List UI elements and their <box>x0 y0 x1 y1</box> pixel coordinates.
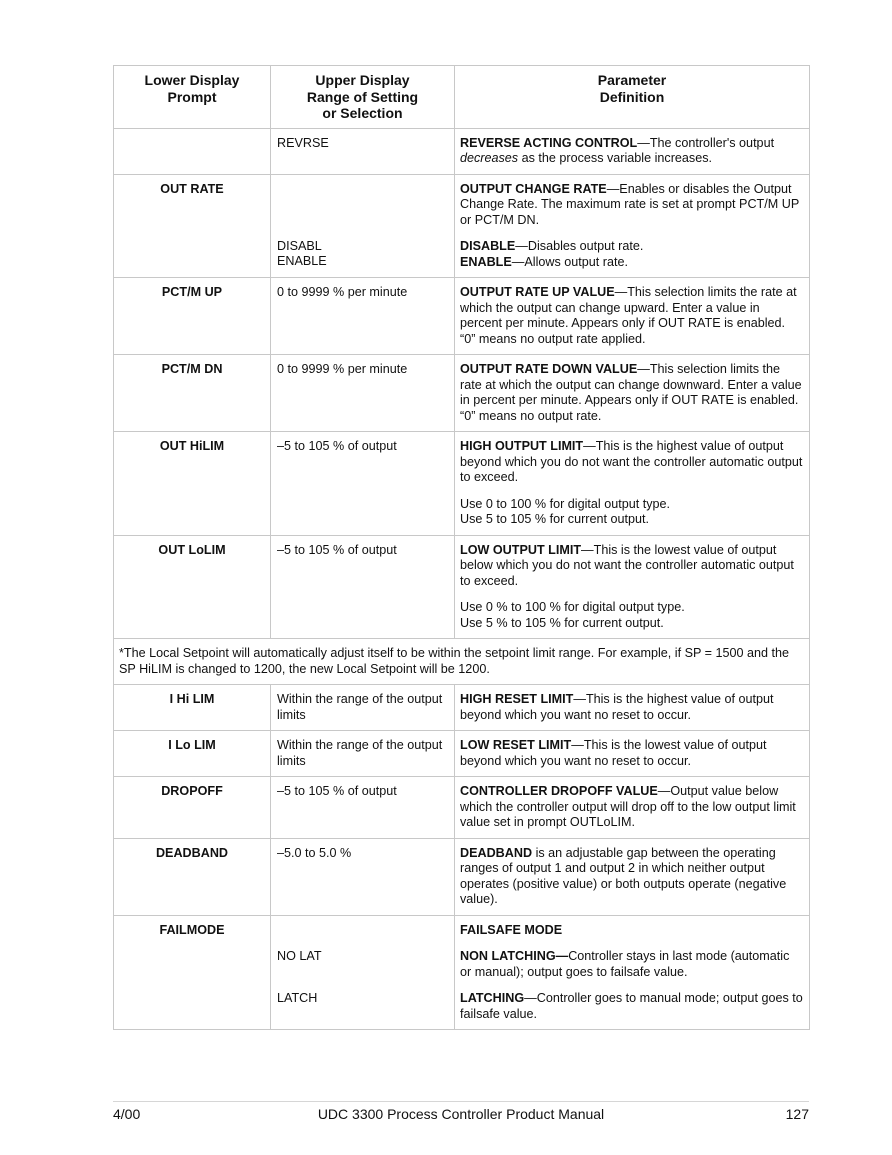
range-option: LATCH <box>277 991 318 1005</box>
prompt-cell: FAILMODE <box>114 915 271 1030</box>
definition-text: —This selection limits the rate at which the output can change downward. Enter a value in percent per minute. Appears only if OUT RATE is enabled. “0” means no output rate. <box>460 362 802 423</box>
header-text: Parameter <box>597 72 667 88</box>
range-option: DISABL <box>277 238 322 253</box>
option-term: NON LATCHING— <box>460 949 569 963</box>
definition-text: —This is the lowest value of output below which you do not want the controller automatic output to exceed. <box>460 542 794 588</box>
definition-term: OUTPUT CHANGE RATE <box>460 181 607 196</box>
table-header-row <box>114 66 810 129</box>
table-row <box>114 355 810 432</box>
definition-term: HIGH OUTPUT LIMIT <box>460 439 584 453</box>
table-row <box>114 777 810 839</box>
definition-text: —This is the highest value of output beyond which you want no reset to occur. <box>460 692 774 722</box>
definition-cell <box>455 535 810 639</box>
prompt-cell: PCT/M UP <box>114 278 271 355</box>
option-text: —Controller goes to manual mode; output goes to failsafe value. <box>460 991 803 1021</box>
table-row <box>114 838 810 915</box>
definition-cell <box>455 355 810 432</box>
definition-term: HIGH RESET LIMIT <box>460 692 574 706</box>
footer-title: UDC 3300 Process Controller Product Manual <box>317 1106 605 1122</box>
option-term: DISABLE <box>460 239 516 253</box>
definition-text: —Output value below which the controller output will drop off to the low output limit value set in prompt OUTLoLIM. <box>460 784 796 829</box>
definition-text: —The controller's output <box>637 135 775 150</box>
table-row-note <box>114 639 810 685</box>
usage-note: Use 0 to 100 % for digital output type. <box>460 496 671 511</box>
table-row <box>114 278 810 355</box>
page-number: 127 <box>785 1106 809 1122</box>
definition-term: LOW OUTPUT LIMIT <box>460 542 582 557</box>
table-row <box>114 128 810 174</box>
header-parameter-definition <box>455 66 810 129</box>
table-row <box>114 432 810 536</box>
table-row <box>114 915 810 1030</box>
definition-cell <box>455 685 810 731</box>
range-cell: REVRSE <box>271 128 455 174</box>
range-cell <box>271 174 455 278</box>
prompt-cell: OUT LoLIM <box>114 535 271 639</box>
usage-note: Use 5 % to 105 % for current output. <box>460 615 664 630</box>
prompt-cell: OUT HiLIM <box>114 432 271 536</box>
definition-term: DEADBAND <box>460 845 533 860</box>
setpoint-footnote: *The Local Setpoint will automatically adjust itself to be within the setpoint limit range. For example, if SP = 1500 and the SP HiLIM is changed to 1200, the new Local Setpoint will be 1200. <box>114 639 810 685</box>
range-option: NO LAT <box>277 949 322 963</box>
range-cell: –5.0 to 5.0 % <box>271 838 455 915</box>
definition-cell <box>455 128 810 174</box>
prompt-cell: I Lo LIM <box>114 731 271 777</box>
prompt-cell <box>114 128 271 174</box>
range-cell: Within the range of the output limits <box>271 731 455 777</box>
range-cell: –5 to 105 % of output <box>271 777 455 839</box>
header-lower-display-prompt <box>114 66 271 129</box>
prompt-cell: OUT RATE <box>114 174 271 278</box>
table-row <box>114 174 810 278</box>
definition-text: —This selection limits the rate at which the output can change upward. Enter a value in percent per minute. Appears only if OUT RATE is enabled. “0” means no output rate applied. <box>460 285 797 346</box>
table-row <box>114 685 810 731</box>
range-option: ENABLE <box>277 254 327 268</box>
header-text: Range of Setting <box>306 88 419 105</box>
definition-cell <box>455 838 810 915</box>
prompt-cell: DROPOFF <box>114 777 271 839</box>
definition-term: REVERSE ACTING CONTROL <box>460 135 638 150</box>
definition-text: —This is the highest value of output beyond which you do not want the controller automatic output to exceed. <box>460 439 803 484</box>
prompt-cell: I Hi LIM <box>114 685 271 731</box>
table-row <box>114 535 810 639</box>
footer-date: 4/00 <box>113 1106 141 1122</box>
definition-term: LOW RESET LIMIT <box>460 738 572 752</box>
page-footer <box>113 1101 809 1122</box>
range-cell: 0 to 9999 % per minute <box>271 278 455 355</box>
definition-cell <box>455 777 810 839</box>
definition-term: OUTPUT RATE UP VALUE <box>460 285 615 299</box>
range-cell <box>271 915 455 1030</box>
definition-cell <box>455 731 810 777</box>
range-cell: Within the range of the output limits <box>271 685 455 731</box>
definition-term: FAILSAFE MODE <box>460 922 563 937</box>
prompt-cell: DEADBAND <box>114 838 271 915</box>
range-cell: –5 to 105 % of output <box>271 535 455 639</box>
definition-cell <box>455 174 810 278</box>
option-term: LATCHING <box>460 991 525 1005</box>
table-row <box>114 731 810 777</box>
header-text: Definition <box>599 88 665 105</box>
header-text: Lower Display <box>144 72 240 88</box>
definition-term: CONTROLLER DROPOFF VALUE <box>460 784 658 798</box>
prompt-cell: PCT/M DN <box>114 355 271 432</box>
header-text: Prompt <box>167 88 217 105</box>
usage-note: Use 0 % to 100 % for digital output type. <box>460 600 685 614</box>
header-text: Upper Display <box>315 72 410 88</box>
definition-text: as the process variable increases. <box>518 151 713 165</box>
option-term: ENABLE <box>460 254 512 269</box>
range-cell: 0 to 9999 % per minute <box>271 355 455 432</box>
option-text: Controller stays in last mode (automatic or manual); output goes to failsafe value. <box>460 949 790 979</box>
definition-text: —Enables or disables the Output Change Rate. The maximum rate is set at prompt PCT/M UP or PCT/M DN. <box>460 181 799 227</box>
definition-cell <box>455 432 810 536</box>
definition-text: is an adjustable gap between the operating ranges of output 1 and output 2 in which neither output operates (positive value) or both outputs operate (negative value). <box>460 845 787 906</box>
definition-term: OUTPUT RATE DOWN VALUE <box>460 362 638 376</box>
usage-note: Use 5 to 105 % for current output. <box>460 512 650 526</box>
option-text: —Disables output rate. <box>515 239 644 253</box>
header-upper-display-range <box>271 66 455 129</box>
option-text: —Allows output rate. <box>511 254 628 269</box>
definition-text: —This is the lowest value of output beyond which you want no reset to occur. <box>460 738 767 768</box>
header-text: or Selection <box>322 105 403 121</box>
definition-cell <box>455 915 810 1030</box>
range-cell: –5 to 105 % of output <box>271 432 455 536</box>
definition-cell <box>455 278 810 355</box>
parameter-table <box>113 65 810 1030</box>
definition-emphasis: decreases <box>460 151 519 165</box>
